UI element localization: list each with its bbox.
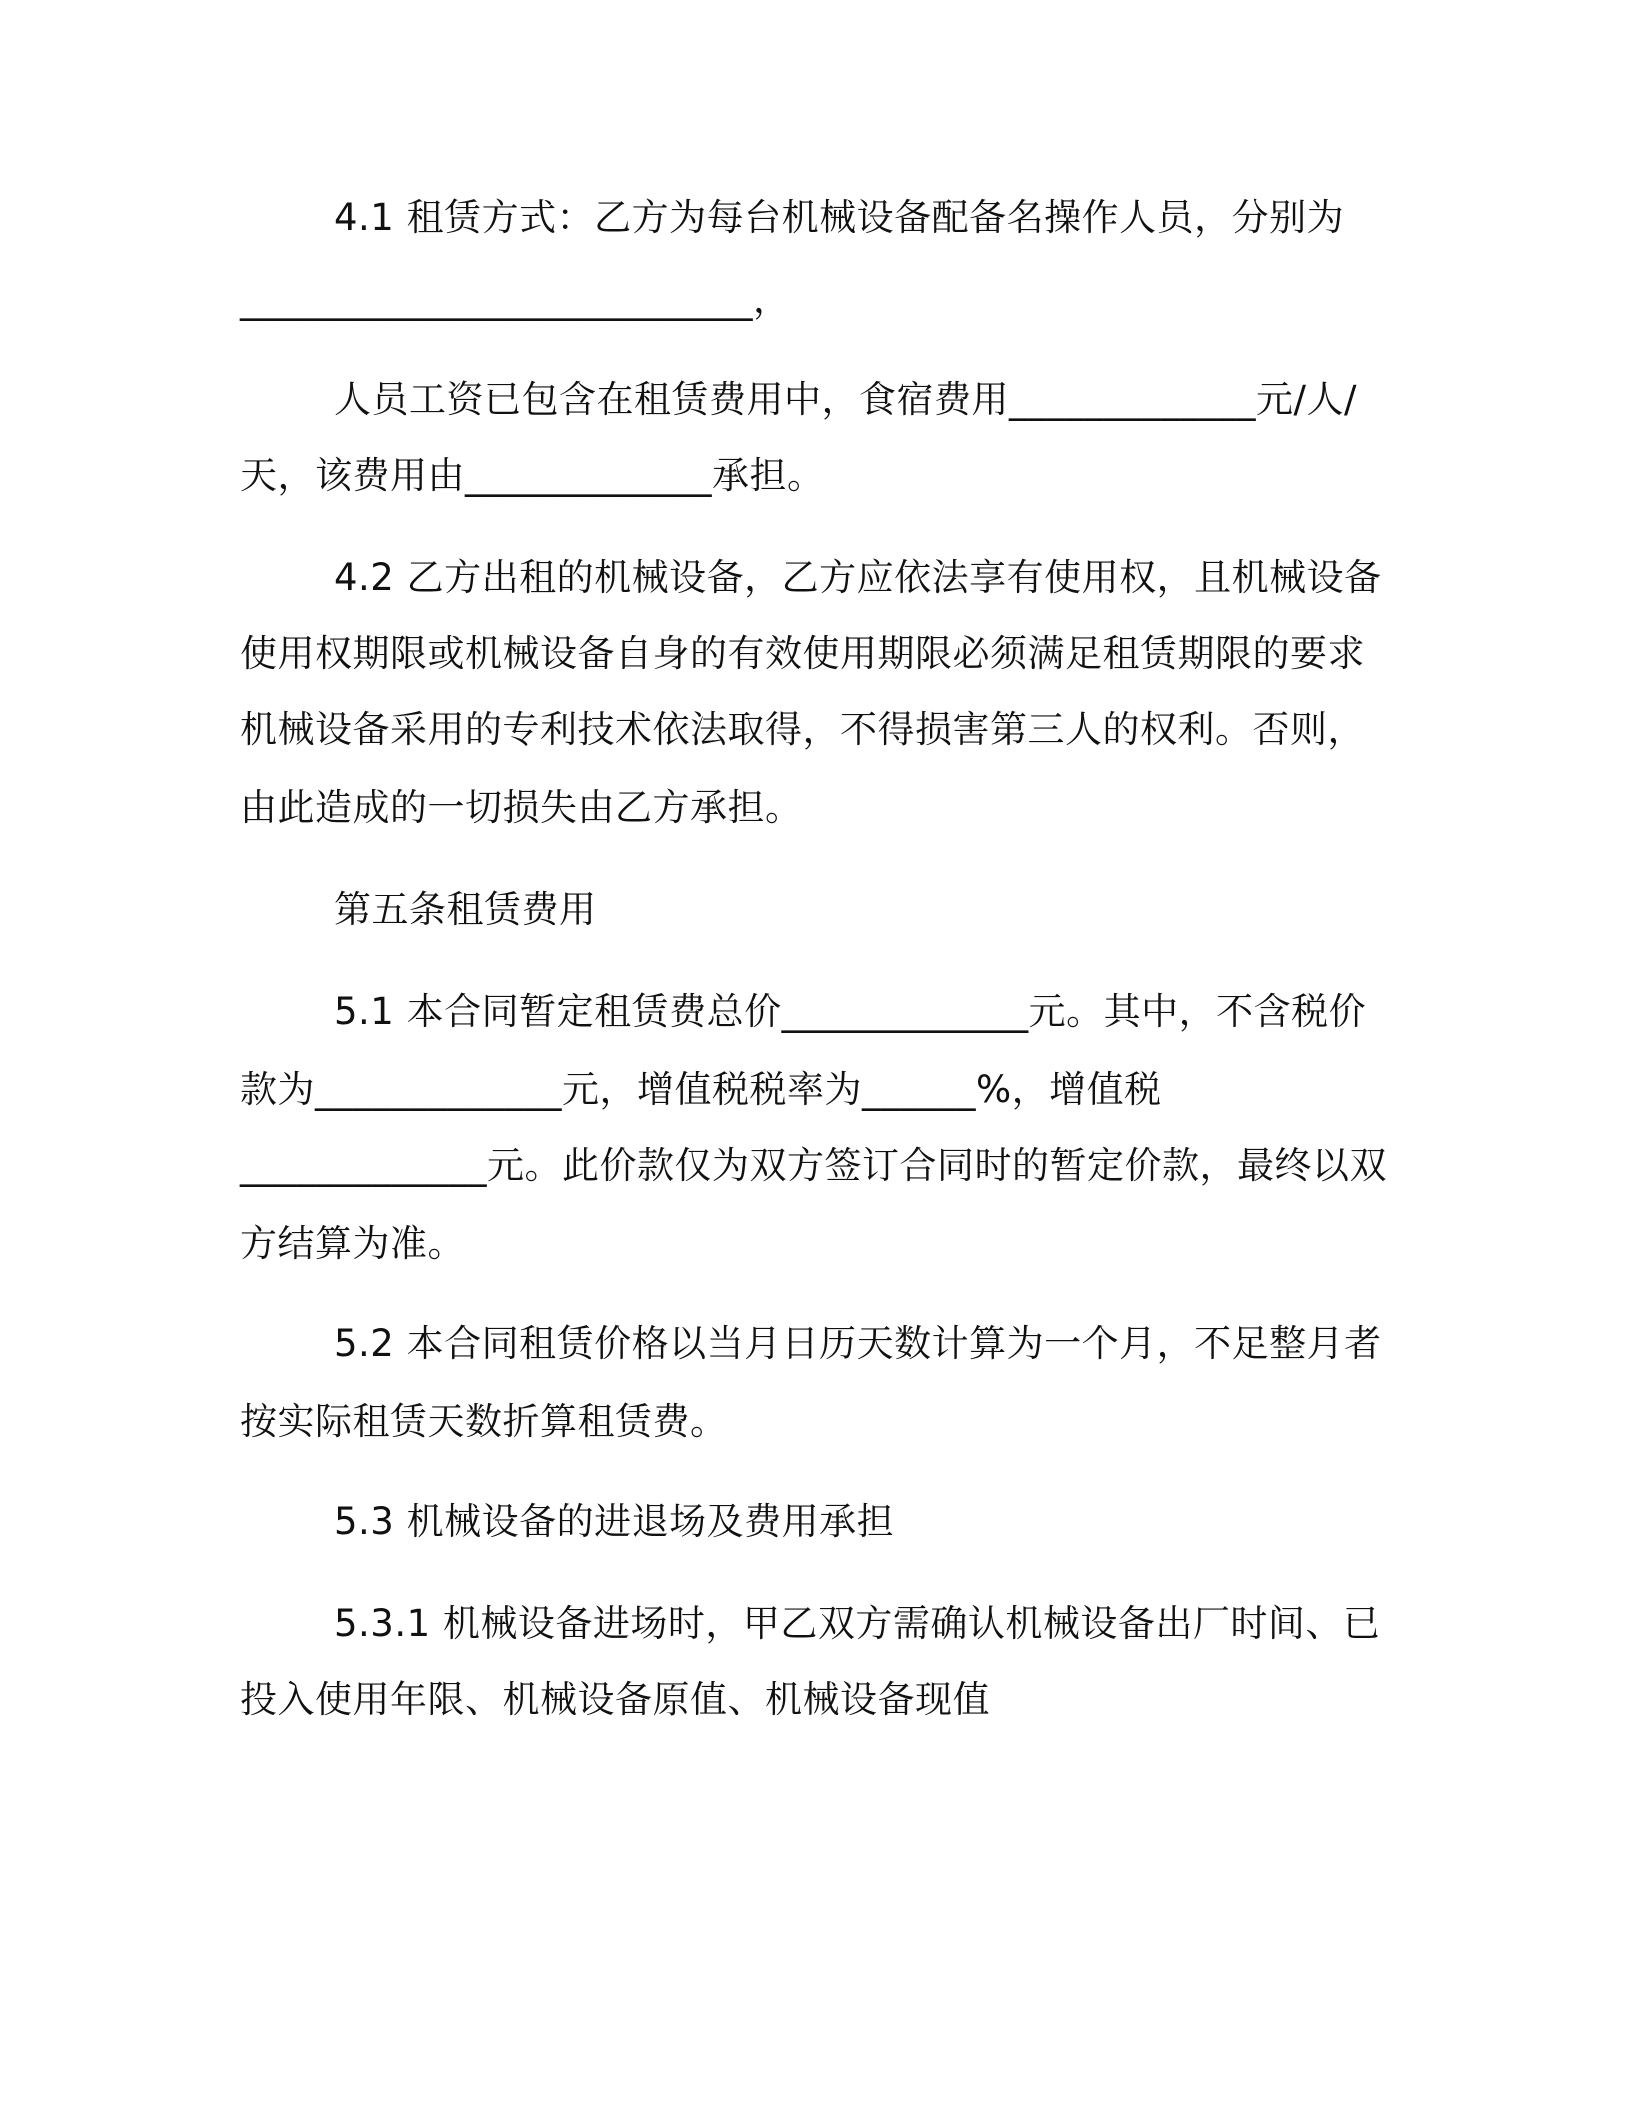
clause-5-1-line-3: _____________元。此价款仅为双方签订合同时的暂定价款，最终以双: [240, 1144, 1387, 1187]
clause-5-1-line-1: 5.1 本合同暂定租赁费总价_____________元。其中，不含税价: [334, 990, 1367, 1033]
clause-4-1-line-4: 天，该费用由_____________承担。: [240, 454, 825, 497]
clause-5-2-line-2: 按实际租赁天数折算租赁费。: [240, 1400, 728, 1443]
clause-4-2-line-3: 机械设备采用的专利技术依法取得，不得损害第三人的权利。否则，: [240, 708, 1365, 751]
clause-4-1-line-3: 人员工资已包含在租赁费用中，食宿费用_____________元/人/: [334, 378, 1357, 421]
clause-5-1-line-2: 款为_____________元，增值税税率为______%，增值税: [240, 1068, 1162, 1111]
clause-4-2-line-1: 4.2 乙方出租的机械设备，乙方应依法享有使用权，且机械设备: [334, 556, 1382, 599]
clause-5-3-1-line-2: 投入使用年限、机械设备原值、机械设备现值: [240, 1678, 990, 1721]
clause-4-1-line-2: ___________________________，: [240, 278, 791, 321]
clause-5-3-heading: 5.3 机械设备的进退场及费用承担: [334, 1500, 895, 1543]
clause-4-2-line-2: 使用权期限或机械设备自身的有效使用期限必须满足租赁期限的要求: [240, 632, 1365, 675]
clause-5-2-line-1: 5.2 本合同租赁价格以当月日历天数计算为一个月，不足整月者: [334, 1322, 1382, 1365]
clause-5-1-line-4: 方结算为准。: [240, 1222, 465, 1265]
clause-5-3-1-line-1: 5.3.1 机械设备进场时，甲乙双方需确认机械设备出厂时间、已: [334, 1602, 1381, 1645]
section-5-heading: 第五条租赁费用: [334, 888, 597, 931]
clause-4-2-line-4: 由此造成的一切损失由乙方承担。: [240, 786, 803, 829]
clause-4-1-line-1: 4.1 租赁方式：乙方为每台机械设备配备名操作人员，分别为: [334, 196, 1345, 239]
